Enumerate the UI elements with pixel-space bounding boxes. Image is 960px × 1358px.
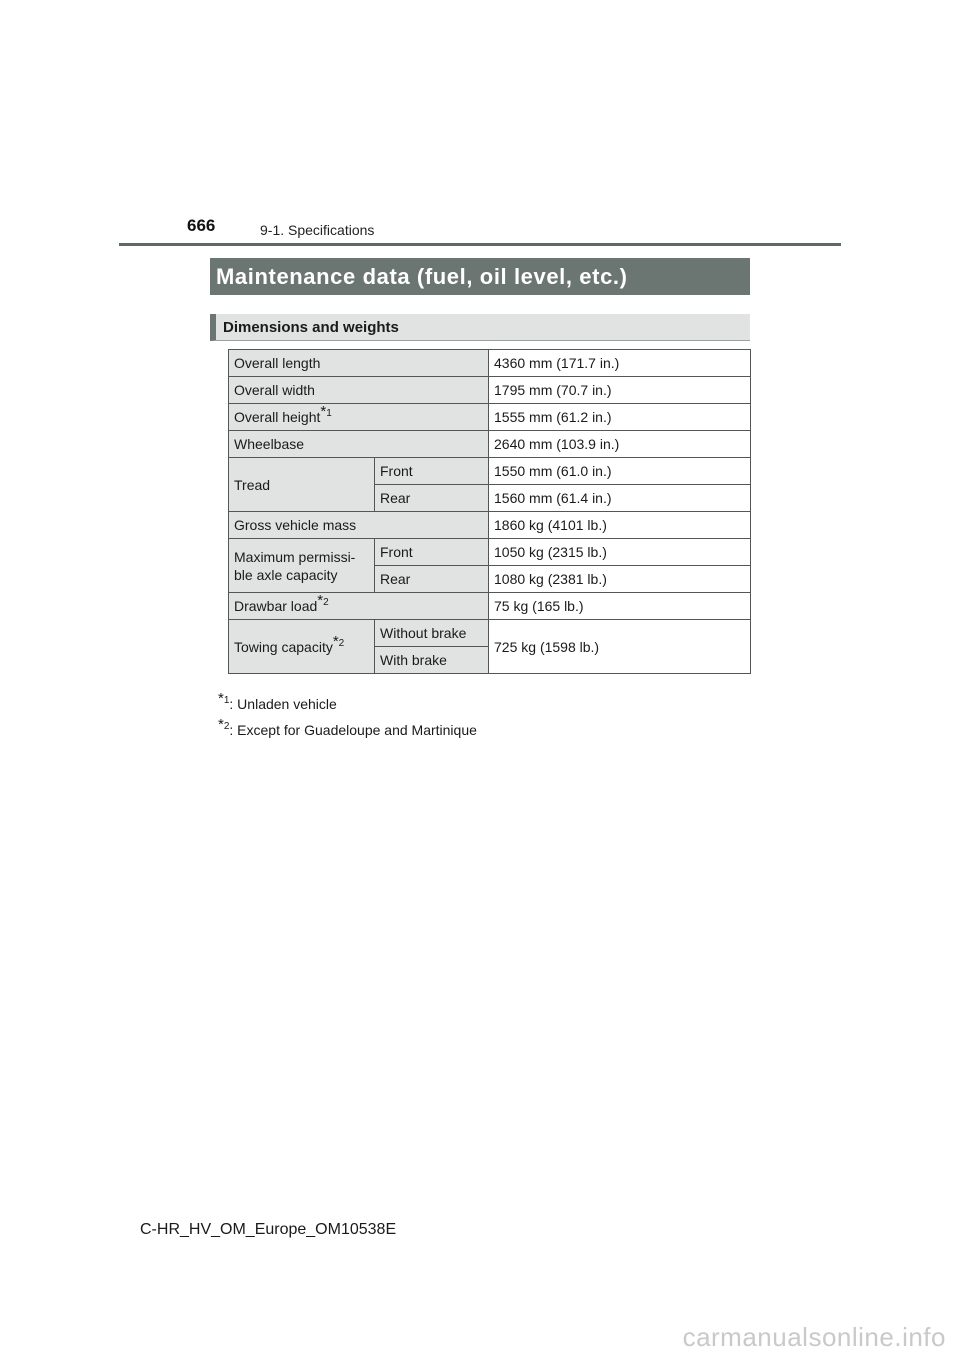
footnote-star: * xyxy=(218,690,224,707)
footnote-ref xyxy=(317,592,329,609)
row-value-overall-height: 1555 mm (61.2 in.) xyxy=(489,404,751,431)
footnote-text: : Unladen vehicle xyxy=(229,696,337,712)
row-label-max-axle-capacity xyxy=(229,539,375,593)
footnote-number: 2 xyxy=(323,597,329,608)
row-value-overall-width: 1795 mm (70.7 in.) xyxy=(489,377,751,404)
footnote-number: 2 xyxy=(338,637,345,649)
axle-rear-label: Rear xyxy=(375,566,489,593)
row-value-gross-vehicle-mass: 1860 kg (4101 lb.) xyxy=(489,512,751,539)
row-label-overall-height xyxy=(229,404,489,431)
row-label-gross-vehicle-mass: Gross vehicle mass xyxy=(229,512,489,539)
footnote-text: : Except for Guadeloupe and Martinique xyxy=(229,722,477,738)
watermark: carmanualsonline.info xyxy=(682,1322,946,1352)
tread-front-label: Front xyxy=(375,458,489,485)
row-label-wheelbase: Wheelbase xyxy=(229,431,489,458)
main-heading: Maintenance data (fuel, oil level, etc.) xyxy=(210,258,750,295)
row-label-tread: Tread xyxy=(229,458,375,512)
footnote-ref xyxy=(320,403,332,420)
axle-label-line2: ble axle capacity xyxy=(234,566,338,583)
drawbar-load-label: Drawbar load xyxy=(234,598,318,614)
section-breadcrumb: 9-1. Specifications xyxy=(260,222,375,238)
table-row xyxy=(229,350,751,377)
table-row xyxy=(229,458,751,485)
footnote-1 xyxy=(218,690,337,712)
footnote-marker xyxy=(218,690,230,707)
tread-rear-label: Rear xyxy=(375,485,489,512)
document-code: C-HR_HV_OM_Europe_OM10538E xyxy=(140,1221,397,1238)
table-row xyxy=(229,431,751,458)
table-row xyxy=(229,593,751,620)
sub-heading: Dimensions and weights xyxy=(210,314,750,341)
footnote-number: 1 xyxy=(326,408,332,419)
tread-front-value: 1550 mm (61.0 in.) xyxy=(489,458,751,485)
axle-front-label: Front xyxy=(375,539,489,566)
towing-capacity-label: Towing capacity xyxy=(234,638,333,655)
header-rule xyxy=(119,243,841,246)
row-label-towing-capacity xyxy=(229,620,375,674)
table-row xyxy=(229,404,751,431)
row-label-overall-width: Overall width xyxy=(229,377,489,404)
specifications-table xyxy=(228,349,751,674)
footnote-star: * xyxy=(320,403,327,420)
axle-label-line1: Maximum permissi- xyxy=(234,548,356,565)
footnote-star: * xyxy=(218,716,224,733)
row-value-overall-length: 4360 mm (171.7 in.) xyxy=(489,350,751,377)
footnote-marker xyxy=(218,716,230,733)
row-label-drawbar-load xyxy=(229,593,489,620)
footnote-ref xyxy=(332,632,345,650)
axle-rear-value: 1080 kg (2381 lb.) xyxy=(489,566,751,593)
towing-with-brake-label: With brake xyxy=(375,647,489,674)
axle-front-value: 1050 kg (2315 lb.) xyxy=(489,539,751,566)
table-row xyxy=(229,620,751,647)
table-row xyxy=(229,377,751,404)
footnote-star: * xyxy=(332,632,339,650)
footnote-2 xyxy=(218,716,477,738)
table-row xyxy=(229,512,751,539)
row-label-overall-length: Overall length xyxy=(229,350,489,377)
tread-rear-value: 1560 mm (61.4 in.) xyxy=(489,485,751,512)
footnote-number: 1 xyxy=(223,695,230,706)
row-value-wheelbase: 2640 mm (103.9 in.) xyxy=(489,431,751,458)
row-value-towing-capacity: 725 kg (1598 lb.) xyxy=(489,620,751,674)
footnote-star: * xyxy=(317,592,324,609)
footnote-number: 2 xyxy=(223,721,230,732)
row-value-drawbar-load: 75 kg (165 lb.) xyxy=(489,593,751,620)
towing-without-brake-label: Without brake xyxy=(375,620,489,647)
overall-height-label: Overall height xyxy=(234,409,321,425)
table-row xyxy=(229,539,751,566)
page-number: 666 xyxy=(187,216,216,235)
